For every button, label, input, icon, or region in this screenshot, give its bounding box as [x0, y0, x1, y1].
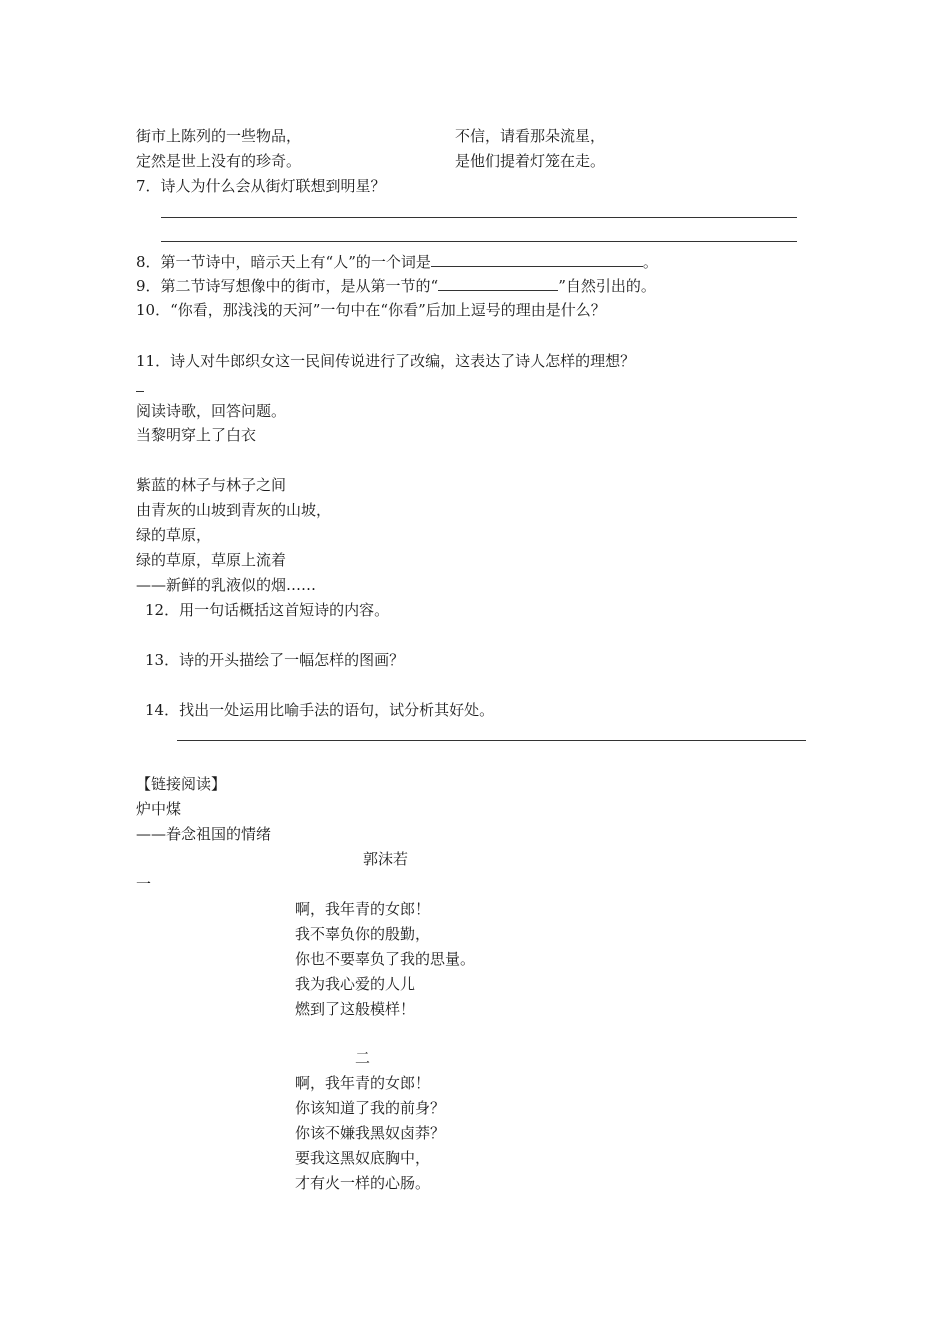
question-7: 7．诗人为什么会从街灯联想到明星？ [136, 177, 386, 195]
poem-line-5: ——新鲜的乳液似的烟…… [136, 576, 317, 594]
question-9-text: 9．第二节诗写想像中的街市，是从第一节的“ [136, 277, 439, 295]
section2-line-1: 啊，我年青的女郎！ [295, 1074, 431, 1092]
link-poem-author: 郭沫若 [363, 850, 409, 868]
poem-left-line-2: 定然是世上没有的珍奇。 [136, 152, 302, 170]
reading-instruction: 阅读诗歌，回答问题。 [136, 402, 287, 420]
link-poem-title: 炉中煤 [136, 800, 182, 818]
question-12: 12．用一句话概括这首短诗的内容。 [145, 601, 390, 619]
poem-title: 当黎明穿上了白衣 [136, 426, 257, 444]
answer-blank-q8[interactable] [431, 252, 643, 267]
poem-line-3: 绿的草原， [136, 526, 212, 544]
answer-line-q11[interactable] [136, 391, 144, 392]
question-11: 11．诗人对牛郎织女这一民间传说进行了改编，这表达了诗人怎样的理想？ [136, 352, 636, 370]
section2-line-4: 要我这黑奴底胸中， [295, 1149, 431, 1167]
poem-right-line-1: 不信，请看那朵流星， [455, 127, 606, 145]
section1-line-1: 啊，我年青的女郎！ [295, 900, 431, 918]
answer-line-q14[interactable] [177, 740, 806, 741]
section2-line-5: 才有火一样的心肠。 [295, 1174, 431, 1192]
section1-line-3: 你也不要辜负了我的思量。 [295, 950, 476, 968]
question-8-text: 8．第一节诗中，暗示天上有“人”的一个词是 [136, 253, 431, 271]
poem-line-4: 绿的草原，草原上流着 [136, 551, 287, 569]
question-8-end: 。 [642, 253, 658, 271]
section2-line-3: 你该不嫌我黑奴卤莽？ [295, 1124, 446, 1142]
poem-left-line-1: 街市上陈列的一些物品， [136, 127, 302, 145]
question-8 [136, 252, 658, 272]
poem-right-line-2: 是他们提着灯笼在走。 [455, 152, 606, 170]
question-9-end: ”自然引出的。 [558, 277, 656, 295]
answer-line-q7-1[interactable] [161, 217, 797, 218]
question-10: 10．“你看，那浅浅的天河”一句中在“你看”后加上逗号的理由是什么？ [136, 301, 606, 319]
poem-line-1: 紫蓝的林子与林子之间 [136, 476, 287, 494]
section1-line-4: 我为我心爱的人儿 [295, 975, 416, 993]
poem-line-2: 由青灰的山坡到青灰的山坡， [136, 501, 332, 519]
section1-line-5: 燃到了这般模样！ [295, 1000, 416, 1018]
section2-line-2: 你该知道了我的前身？ [295, 1099, 446, 1117]
link-poem-subtitle: ——眷念祖国的情绪 [136, 825, 272, 843]
section-number-2: 二 [355, 1049, 371, 1067]
answer-line-q7-2[interactable] [161, 241, 797, 242]
section1-line-2: 我不辜负你的殷勤， [295, 925, 431, 943]
section-number-1: 一 [136, 875, 152, 893]
answer-blank-q9[interactable] [438, 276, 558, 291]
question-9 [136, 276, 656, 296]
question-13: 13．诗的开头描绘了一幅怎样的图画？ [145, 651, 405, 669]
link-reading-header: 【链接阅读】 [136, 775, 227, 793]
question-14: 14．找出一处运用比喻手法的语句，试分析其好处。 [145, 701, 495, 719]
